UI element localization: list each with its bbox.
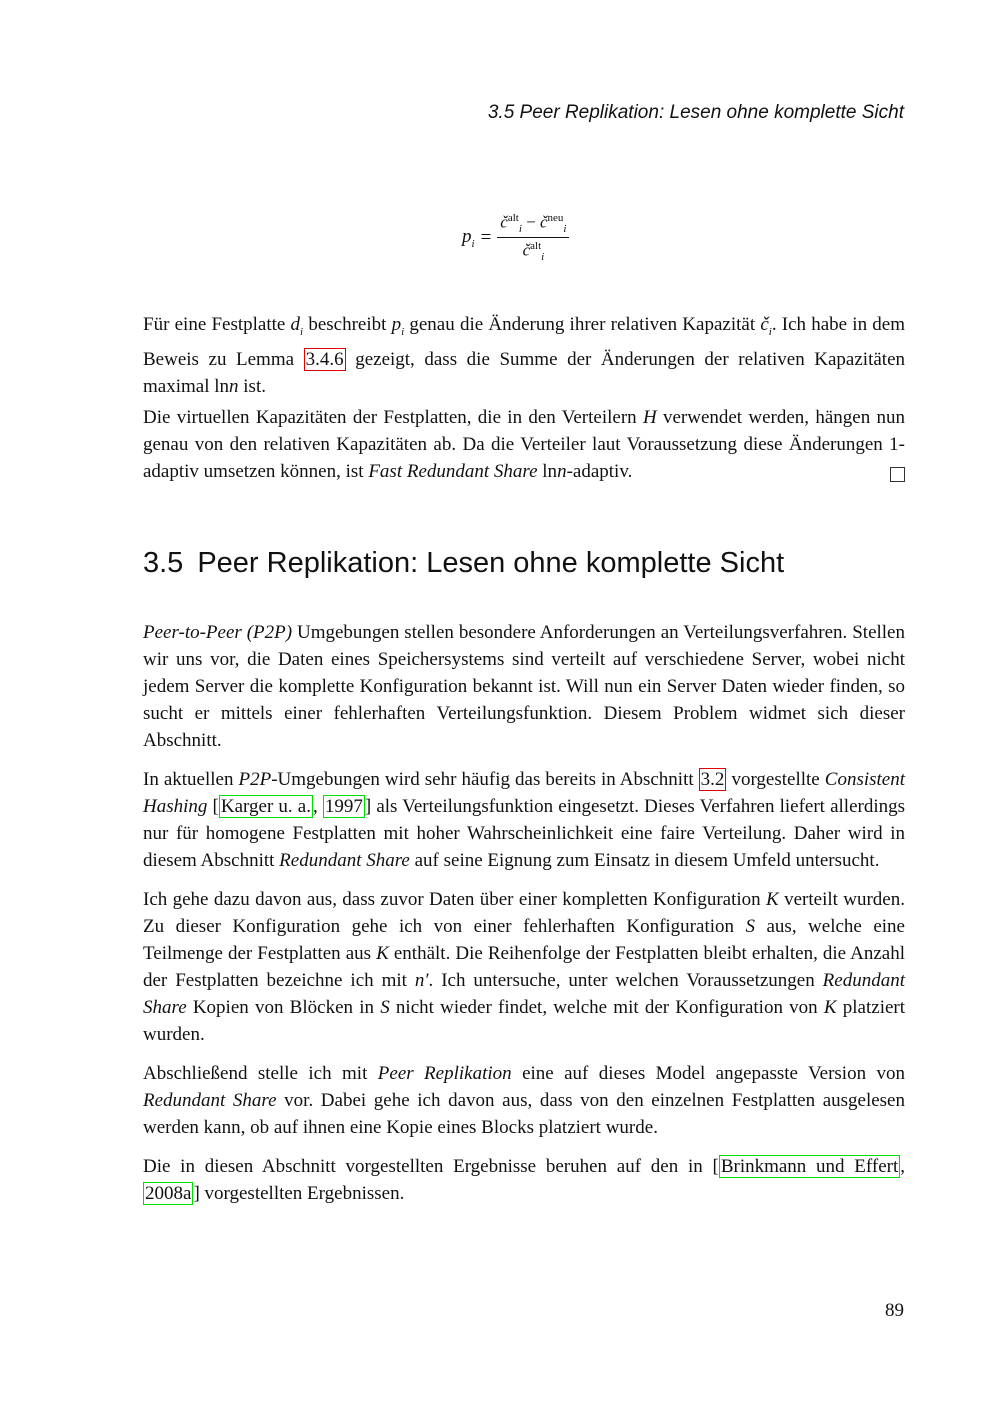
- display-formula: [462, 212, 569, 263]
- paragraph-capacity-change: Für eine Festplatte $d_i$ beschreibt $p_i$ genau die Änderung ihrer relativen Kapazität $č_i$. Ich habe in dem Beweis zu Lemma 3.4.6 gezeigt, dass die Summe der Änderungen der relativen Kapazitäten maximal lnn ist.: [143, 314, 906, 397]
- section-heading: 3.5 Peer Replikation: Lesen ohne komplette Sicht: [143, 547, 785, 579]
- paragraph-peer-replication: Abschließend stelle ich mit Peer Replikation eine auf dieses Model angepasste Version von Redundant Share vor. Dabei gehe ich davon aus, dass von den einzelnen Festplatten ausgelesen werden kann, ob auf ihnen eine Kopie eines Blocks platziert wurde.: [143, 1063, 905, 1138]
- running-header: 3.5 Peer Replikation: Lesen ohne komplette Sicht: [487, 102, 904, 123]
- formula-denominator: $č^{alt}_i$: [522, 240, 545, 264]
- citation-year-link[interactable]: 2008a: [145, 1183, 192, 1204]
- formula-equals: =: [480, 226, 492, 248]
- paragraph-p2p-intro: Peer-to-Peer (P2P) Umgebungen stellen besondere Anforderungen an Verteilungsverfahren. Stellen wir uns vor, die Daten eines Speichersystems sind verteilt auf verschiedene Server, wobei nicht jedem Server die komplette Konfiguration bekannt ist. Will nun ein Server Daten wieder finden, so sucht er mittels einer fehlerhaften Verteilungsfunktion. Diesem Problem widmet sich dieser Abschnitt.: [143, 622, 905, 751]
- citation-year-link[interactable]: 1997: [324, 796, 363, 817]
- formula-lhs: $p_i$: [462, 225, 475, 250]
- section-body: [143, 619, 905, 1219]
- formula-fraction: [497, 212, 569, 263]
- citation-author-link[interactable]: Brinkmann und Effert: [720, 1156, 899, 1177]
- section-reference-link[interactable]: 3.2: [700, 769, 725, 790]
- paragraph-virtual-capacities: Die virtuellen Kapazitäten der Festplatten, die in den Verteilern H verwendet werden, hängen nun genau von den relativen Kapazitäten ab. Da die Verteiler laut Voraussetzung diese Änderungen 1-adaptiv umsetzen können, ist Fast Redundant Share lnn-adaptiv.: [143, 407, 905, 482]
- page-number: 89: [885, 1300, 904, 1321]
- paragraph-consistent-hashing: In aktuellen P2P-Umgebungen wird sehr häufig das bereits in Abschnitt 3.2 vorgestellte Consistent Hashing [ Karger u. a. , 1997 ] als Verteilungsfunktion eingesetzt. Dieses Verfahren liefert allerdings nur für homogene Festplatten mit hoher Wahrscheinlichkeit eine faire Verteilung. Daher wird in diesem Abschnitt Redundant Share auf seine Eignung zum Einsatz in diesem Umfeld untersucht.: [143, 769, 906, 871]
- citation-author-link[interactable]: Karger u. a.: [220, 796, 311, 817]
- formula-numerator: $č^{alt}_i$ − $č^{neu}_i$: [497, 212, 569, 238]
- qed-box: [890, 467, 905, 482]
- lemma-reference-link[interactable]: 3.4.6: [305, 348, 344, 370]
- paragraph-configuration: Ich gehe dazu davon aus, dass zuvor Daten über einer kompletten Konfiguration K verteilt wurden. Zu dieser Konfiguration gehe ich von einer fehlerhaften Konfiguration S aus, welche eine Teilmenge der Festplatten aus K enthält. Die Reihenfolge der Festplatten bleibt erhalten, die Anzahl der Festplatten bezeichne ich mit n′. Ich untersuche, unter welchen Voraussetzungen Redundant Share Kopien von Blöcken in S nicht wieder findet, welche mit der Konfiguration von K platziert wurden.: [143, 889, 906, 1045]
- paragraph-results-source: Die in diesen Abschnitt vorgestellten Ergebnisse beruhen auf den in [ Brinkmann und Effert , 2008a ] vorgestellten Ergebnissen.: [143, 1156, 905, 1204]
